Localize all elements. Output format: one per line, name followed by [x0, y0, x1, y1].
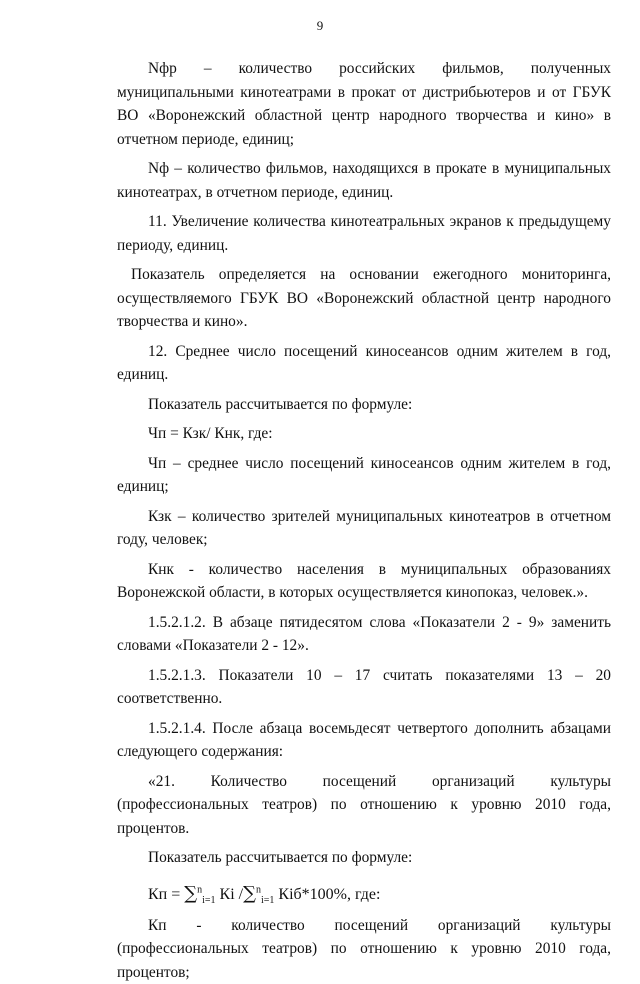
- formula-equals: =: [171, 886, 180, 903]
- formula-term-2: Кiб: [278, 886, 301, 903]
- formula-multiply: *: [302, 886, 310, 903]
- sum-2-lower: i=1: [261, 895, 274, 906]
- formula-tail: 100%, где:: [310, 886, 381, 903]
- page-number: 9: [0, 18, 640, 34]
- sum-symbol-2: ∑: [243, 883, 256, 904]
- formula-kp: [117, 881, 611, 908]
- paragraph-knk-definition: Кнк - количество населения в муниципальных образованиях Воронежской области, в которых осуществляется кинопоказ, человек.».: [117, 558, 611, 605]
- paragraph-nf-definition: Nф – количество фильмов, находящихся в прокате в муниципальных кинотеатрах, в отчетном периоде, единиц.: [117, 157, 611, 204]
- paragraph-nfr-definition: Nфр – количество российских фильмов, полученных муниципальными кинотеатрами в прокат от дистрибьютеров и от ГБУК ВО «Воронежский областной центр народного творчества и кино» в отчетном периоде, единиц;: [117, 57, 611, 151]
- paragraph-indicator-21: «21. Количество посещений организаций культуры (профессиональных театров) по отношению к уровню 2010 года, процентов.: [117, 770, 611, 841]
- paragraph-1-5-2-1-4: 1.5.2.1.4. После абзаца восемьдесят четвертого дополнить абзацами следующего содержания:: [117, 717, 611, 764]
- paragraph-formula-chp: Чп = Кзк/ Кнк, где:: [117, 422, 611, 446]
- sum-symbol-1: ∑: [184, 883, 197, 904]
- paragraph-indicator-11: 11. Увеличение количества кинотеатральных экранов к предыдущему периоду, единиц.: [117, 210, 611, 257]
- paragraph-formula-intro-2: Показатель рассчитывается по формуле:: [117, 846, 611, 870]
- paragraph-1-5-2-1-2: 1.5.2.1.2. В абзаце пятидесятом слова «Показатели 2 - 9» заменить словами «Показатели 2 - 12».: [117, 611, 611, 658]
- formula-term-1: Кi: [220, 886, 235, 903]
- formula-divide: /: [239, 886, 243, 903]
- paragraph-indicator-12: 12. Среднее число посещений киносеансов одним жителем в год, единиц.: [117, 340, 611, 387]
- paragraph-1-5-2-1-3: 1.5.2.1.3. Показатели 10 – 17 считать показателями 13 – 20 соответственно.: [117, 664, 611, 711]
- sum-1-lower: i=1: [202, 895, 215, 906]
- sum-1-upper: n: [197, 884, 202, 895]
- document-body: [117, 57, 611, 984]
- formula-lhs: Кп: [148, 886, 167, 903]
- paragraph-kzk-definition: Кзк – количество зрителей муниципальных кинотеатров в отчетном году, человек;: [117, 505, 611, 552]
- paragraph-kp-definition: Кп - количество посещений организаций культуры (профессиональных театров) по отношению к уровню 2010 года, процентов;: [117, 914, 611, 984]
- paragraph-chp-definition: Чп – среднее число посещений киносеансов одним жителем в год, единиц;: [117, 452, 611, 499]
- paragraph-monitoring: Показатель определяется на основании ежегодного мониторинга, осуществляемого ГБУК ВО «Воронежский областной центр народного творчества и кино».: [117, 263, 611, 334]
- sum-2-upper: n: [256, 884, 261, 895]
- paragraph-formula-intro: Показатель рассчитывается по формуле:: [117, 393, 611, 417]
